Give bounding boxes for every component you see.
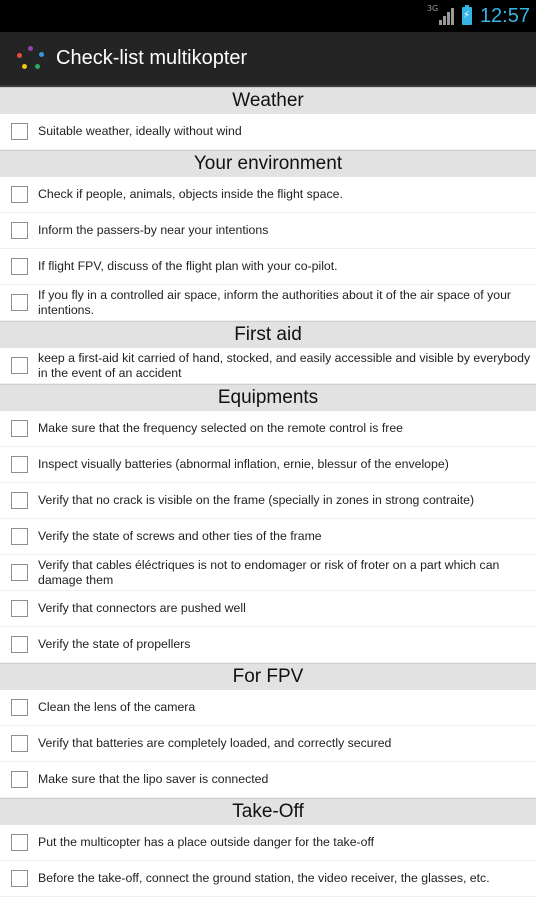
checklist-item[interactable] [0,690,536,726]
status-bar [0,0,536,32]
item-checkbox[interactable] [11,834,28,851]
app-title: Check-list multikopter [56,47,248,69]
checklist-item[interactable] [0,726,536,762]
item-checkbox[interactable] [11,699,28,716]
item-checkbox[interactable] [11,186,28,203]
item-label: Put the multicopter has a place outside danger for the take-off [38,835,375,849]
item-checkbox[interactable] [11,258,28,275]
checklist [0,87,536,897]
section-header: First aid [0,321,536,348]
checklist-item[interactable] [0,825,536,861]
section-header: Take-Off [0,798,536,825]
checklist-item[interactable] [0,555,536,591]
checklist-item[interactable] [0,411,536,447]
status-clock: 12:57 [479,4,530,27]
item-checkbox[interactable] [11,564,28,581]
item-checkbox[interactable] [11,123,28,140]
item-checkbox[interactable] [11,735,28,752]
item-label: If you fly in a controlled air space, inform the authorities about it of the air space of your intentions. [38,287,511,317]
checklist-item[interactable] [0,861,536,897]
battery-charging-icon [462,7,472,25]
item-label: Make sure that the lipo saver is connected [38,772,269,786]
item-label: If flight FPV, discuss of the flight plan with your co-pilot. [38,259,338,273]
item-checkbox[interactable] [11,357,28,374]
item-label: Make sure that the frequency selected on the remote control is free [38,421,404,435]
checklist-item[interactable] [0,591,536,627]
item-checkbox[interactable] [11,294,28,311]
item-checkbox[interactable] [11,870,28,887]
checklist-item[interactable] [0,177,536,213]
item-checkbox[interactable] [11,492,28,509]
checklist-item[interactable] [0,114,536,150]
item-label: Before the take-off, connect the ground station, the video receiver, the glasses, etc. [38,871,490,885]
item-checkbox[interactable] [11,456,28,473]
item-label: Verify that batteries are completely loaded, and correctly secured [38,736,392,750]
item-label: Suitable weather, ideally without wind [38,124,242,138]
item-label: Check if people, animals, objects inside the flight space. [38,187,343,201]
section-header: Your environment [0,150,536,177]
item-checkbox[interactable] [11,771,28,788]
checklist-item[interactable] [0,627,536,663]
item-label: Verify that no crack is visible on the frame (specially in zones in strong contraite) [38,493,475,507]
item-label: Verify the state of screws and other ties of the frame [38,529,322,543]
item-checkbox[interactable] [11,636,28,653]
checklist-item[interactable] [0,483,536,519]
app-logo-icon[interactable] [14,42,48,76]
checklist-item[interactable] [0,213,536,249]
action-bar [0,32,536,87]
checklist-item[interactable] [0,519,536,555]
item-checkbox[interactable] [11,600,28,617]
item-label: Verify that connectors are pushed well [38,601,246,615]
checklist-item[interactable] [0,762,536,798]
item-label: keep a first-aid kit carried of hand, stocked, and easily accessible and visible by everybody in the event of an accident [38,350,531,380]
item-label: Verify that cables éléctriques is not to endomager or risk of froter on a part which can damage them [38,557,500,587]
section-header: Weather [0,87,536,114]
item-label: Clean the lens of the camera [38,700,196,714]
checklist-item[interactable] [0,249,536,285]
item-label: Inform the passers-by near your intentions [38,223,269,237]
item-label: Verify the state of propellers [38,637,191,651]
item-checkbox[interactable] [11,420,28,437]
checklist-item[interactable] [0,348,536,384]
item-checkbox[interactable] [11,222,28,239]
item-label: Inspect visually batteries (abnormal inflation, ernie, blessur of the envelope) [38,457,449,471]
section-header: For FPV [0,663,536,690]
item-checkbox[interactable] [11,528,28,545]
checklist-item[interactable] [0,285,536,321]
network-type-label: 3G [426,4,439,13]
section-header: Equipments [0,384,536,411]
checklist-item[interactable] [0,447,536,483]
signal-strength-icon [426,4,454,25]
